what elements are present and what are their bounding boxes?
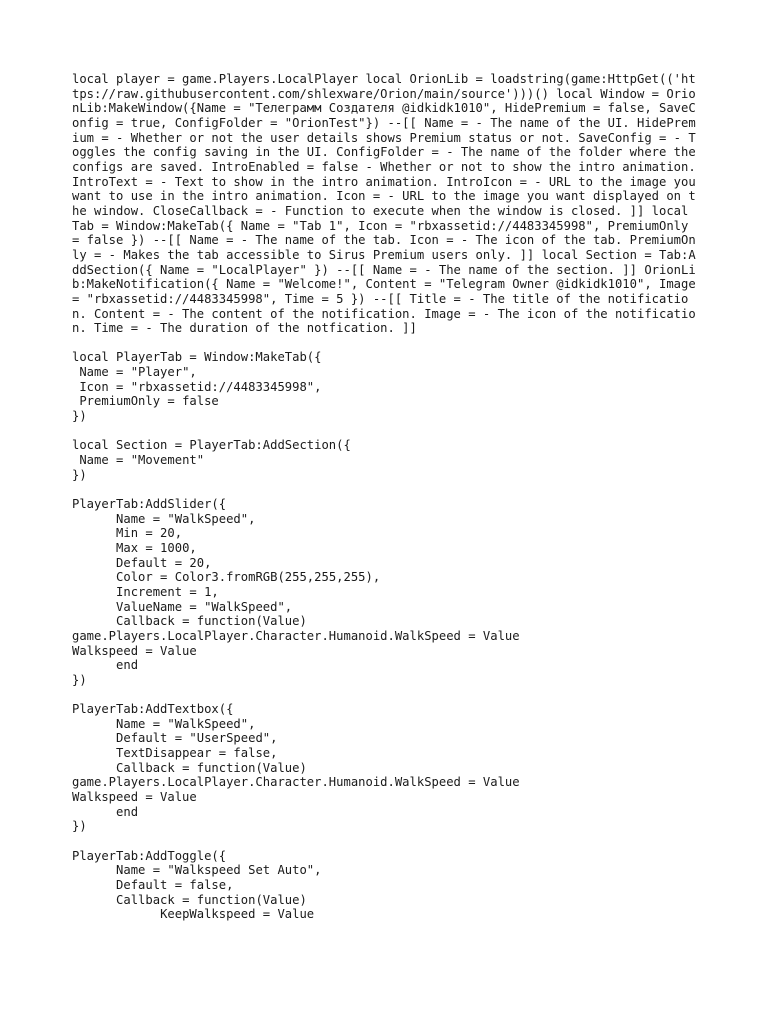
movement-section-code-block: local Section = PlayerTab:AddSection({ Name = "Movement" })	[72, 438, 351, 482]
document-page	[72, 72, 702, 922]
walkspeed-toggle-code-block: PlayerTab:AddToggle({ Name = "Walkspeed Set Auto", Default = false, Callback = function(Value) KeepWalkspeed = Value	[72, 848, 322, 922]
walkspeed-textbox-code-block: PlayerTab:AddTextbox({ Name = "WalkSpeed", Default = "UserSpeed", TextDisappear = false, Callback = function(Value) game.Players.LocalPlayer.Character.Humanoid.WalkSpeed = Value Walkspeed = Value end })	[72, 702, 520, 834]
player-tab-code-block: local PlayerTab = Window:MakeTab({ Name = "Player", Icon = "rbxassetid://4483345998", PremiumOnly = false })	[72, 350, 322, 424]
walkspeed-slider-code-block: PlayerTab:AddSlider({ Name = "WalkSpeed", Min = 20, Max = 1000, Default = 20, Color = Color3.fromRGB(255,255,255), Increment = 1, ValueName = "WalkSpeed", Callback = function(Value) game.Players.LocalPlayer.Character.Humanoid.WalkSpeed = Value Walkspeed = Value end })	[72, 496, 520, 687]
intro-code-paragraph: local player = game.Players.LocalPlayer local OrionLib = loadstring(game:HttpGet(('https://raw.githubusercontent.com/shlexware/Orion/main/source')))() local Window = OrionLib:MakeWindow({Name = "Телеграмм Создателя @idkidk1010", HidePremium = false, SaveConfig = true, ConfigFolder = "OrionTest"}) --[[ Name = - The name of the UI. HidePremium = - Whether or not the user details shows Premium status or not. SaveConfig = - Toggles the config saving in the UI. ConfigFolder = - The name of the folder where the configs are saved. IntroEnabled = false - Whether or not to show the intro animation. IntroText = - Text to show in the intro animation. IntroIcon = - URL to the image you want to use in the intro animation. Icon = - URL to the image you want displayed on the window. CloseCallback = - Function to execute when the window is closed. ]] local Tab = Window:MakeTab({ Name = "Tab 1", Icon = "rbxassetid://4483345998", PremiumOnly = false }) --[[ Name = - The name of the tab. Icon = - The icon of the tab. PremiumOnly = - Makes the tab accessible to Sirus Premium users only. ]] local Section = Tab:AddSection({ Name = "LocalPlayer" }) --[[ Name = - The name of the section. ]] OrionLib:MakeNotification({ Name = "Welcome!", Content = "Telegram Owner @idkidk1010", Image = "rbxassetid://4483345998", Time = 5 }) --[[ Title = - The title of the notification. Content = - The content of the notification. Image = - The icon of the notification. Time = - The duration of the notfication. ]]	[72, 72, 704, 336]
